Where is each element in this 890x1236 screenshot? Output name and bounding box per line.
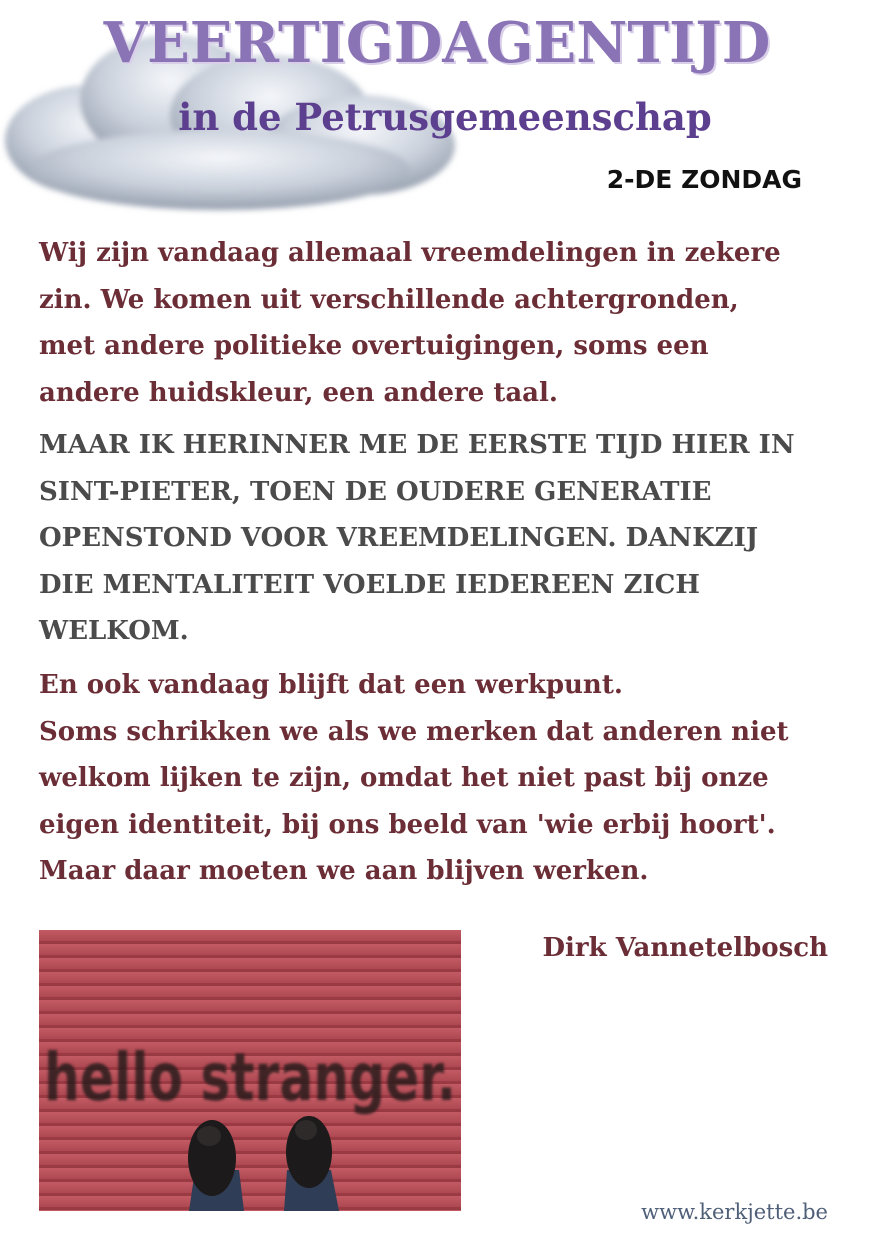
paragraph-3: En ook vandaag blijft dat een werkpunt. Soms schrikken we als we merken dat anderen niet welkom lijken te zijn, omdat het niet past bij onze eigen identiteit, bij ons beeld van 'wie erbij hoort'. Maar daar moeten we aan blijven werken. [39,670,789,886]
author-name: Dirk Vannetelbosch [542,933,828,963]
paragraph-2: MAAR IK HERINNER ME DE EERSTE TIJD HIER IN SINT-PIETER, TOEN DE OUDERE GENERATIE OPENSTOND VOOR VREEMDELINGEN. DANKZIJ DIE MENTALITEIT VOELDE IEDEREEN ZICH WELKOM. [39,430,795,646]
page-title: VEERTIGDAGENTIJD [103,10,771,76]
website-link[interactable]: www.kerkjette.be [641,1200,828,1224]
paragraph-1: Wij zijn vandaag allemaal vreemdelingen in zekere zin. We komen uit verschillende achtergronden, met andere politieke overtuigingen, soms een andere huidskleur, een andere taal. [39,238,781,408]
page-subtitle: in de Petrusgemeenschap [178,95,712,139]
doormat-photo [39,930,461,1211]
sunday-label: 2-DE ZONDAG [606,165,802,194]
mat-text: hello stranger. [44,1039,456,1116]
